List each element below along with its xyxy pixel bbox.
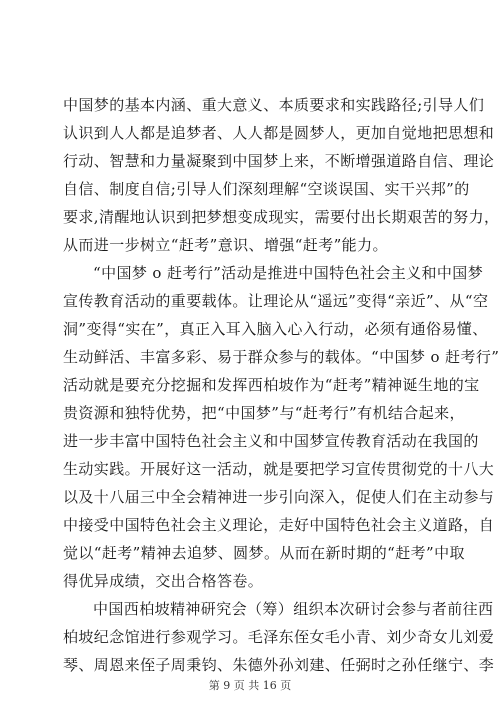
text-line: 从而进一步树立“赶考”意识、增强“赶考”能力。	[63, 236, 388, 254]
text-line: 中接受中国特色社会主义理论，走好中国特色社会主义道路，自	[63, 516, 495, 534]
text-line: 进一步丰富中国特色社会主义和中国梦宣传教育活动在我国的	[63, 432, 479, 450]
text-line: 生动鲜活、丰富多彩、易于群众参与的载体。“中国梦 o 赶考行”	[63, 348, 500, 366]
text-line: 活动就是要充分挖掘和发挥西柏坡作为“赶考”精神诞生地的宝	[63, 376, 480, 394]
page-number-footer: 第 9 页 共 16 页	[208, 679, 292, 692]
text-line: 觉以“赶考”精神去追梦、圆梦。从而在新时期的“赶考”中取	[63, 544, 465, 562]
text-line: 认识到人人都是追梦者、人人都是圆梦人，更加自觉地把思想和	[63, 124, 495, 142]
text-line: 以及十八届三中全会精神进一步引向深入，促使人们在主动参与	[63, 488, 495, 506]
text-line: 要求,清醒地认识到把梦想变成现实，需要付出长期艰苦的努力，	[63, 208, 500, 226]
text-line: 自信、制度自信;引导人们深刻理解“空谈误国、实干兴邦”的	[63, 180, 470, 198]
text-line: 宣传教育活动的重要载体。让理论从“遥远”变得“亲近”、从“空	[63, 292, 489, 310]
text-line: 生动实践。开展好这一活动，就是要把学习宣传贯彻党的十八大	[63, 460, 495, 478]
text-line: 柏坡纪念馆进行参观学习。毛泽东侄女毛小青、刘少奇女儿刘爱	[63, 628, 495, 646]
paragraph-start-line: 中国西柏坡精神研究会（筹）组织本次研讨会参与者前往西	[93, 600, 494, 618]
text-line: 洞”变得“实在”，真正入耳入脑入心入行动，必须有通俗易懂、	[63, 320, 488, 338]
text-line: 中国梦的基本内涵、重大意义、本质要求和实践路径;引导人们	[63, 96, 485, 114]
text-line: 琴、周恩来侄子周秉钧、朱德外孙刘建、任弼时之孙任继宁、李	[63, 656, 495, 674]
body-text	[63, 91, 500, 679]
paragraph-start-line: “中国梦 o 赶考行”活动是推进中国特色社会主义和中国梦	[93, 264, 484, 282]
text-line: 得优异成绩，交出合格答卷。	[63, 572, 264, 590]
text-line: 贵资源和独特优势，把“中国梦”与“赶考行”有机结合起来，	[63, 404, 465, 422]
text-line: 行动、智慧和力量凝聚到中国梦上来，不断增强道路自信、理论	[63, 152, 495, 170]
